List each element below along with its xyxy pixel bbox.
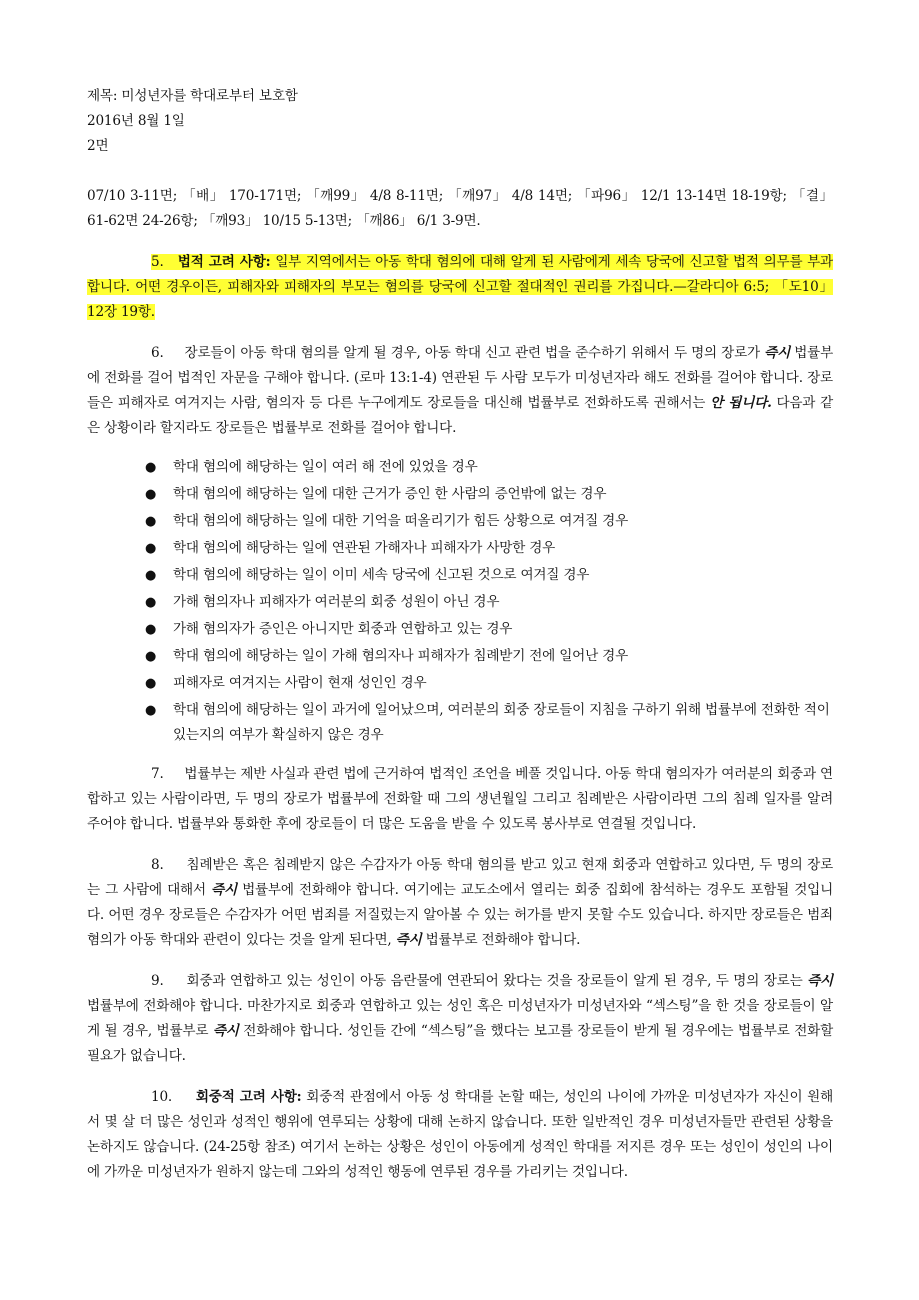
reference-list: 07/10 3-11면; 「배」 170-171면; 「깨99」 4/8 8-11면; 「깨97」 4/8 14면; 「파96」 12/1 13-14면 18-19항; 「결」 61-62면 24-26항; 「깨93」 10/15 5-13면; 「깨86」 6/1 3-9면. [87, 188, 833, 229]
list-item: ● 학대 혐의에 해당하는 일에 연관된 가해자나 피해자가 사망한 경우 [87, 536, 833, 561]
spacer [87, 1069, 833, 1085]
paragraph-text: 법률부로 전화해야 합니다. [421, 932, 581, 948]
paragraph-10 [87, 1085, 833, 1185]
paragraph-text: 법률부에 전화를 걸어 법적인 자문을 구해야 합니다. (로마 13:1-4) 연관된 두 사람 모두가 미성년자라 해도 전화를 걸어야 합니다. 장로들은 피해자로 여겨지는 사람, 혐의자 등 다른 누구에게도 장로들을 대신해 법률부로 전화하도록 권해서는 [87, 345, 833, 411]
paragraph-8 [87, 853, 833, 953]
paragraph-number: 6. [151, 345, 164, 361]
list-item: ● 피해자로 여겨지는 사람이 현재 성인인 경우 [87, 671, 833, 696]
paragraph-5 [87, 250, 833, 325]
subject-line: 제목: 미성년자를 학대로부터 보호함 [87, 88, 298, 104]
section-heading: 회중적 고려 사항: [195, 1089, 302, 1105]
paragraph-number: 9. [151, 973, 164, 989]
document-header [87, 84, 833, 159]
bullet-icon: ● [145, 514, 157, 529]
bullet-icon: ● [145, 622, 157, 637]
spacer [87, 325, 833, 341]
list-item: ● 학대 혐의에 해당하는 일이 과거에 일어났으며, 여러분의 회중 장로들이 지침을 구하기 위해 법률부에 전화한 적이 있는지의 여부가 확실하지 않은 경우 [87, 698, 833, 748]
paragraph-text: 회중과 연합하고 있는 성인이 아동 음란물에 연관되어 왔다는 것을 장로들이 알게 된 경우, 두 명의 장로는 [186, 973, 808, 989]
paragraph-text: 다음과 같은 상황이라 할지라도 장로들은 법률부로 전화를 걸어야 합니다. [87, 395, 834, 436]
spacer [87, 953, 833, 969]
bullet-icon: ● [145, 703, 157, 718]
paragraph-6 [87, 341, 833, 441]
emphasis-text: 즉시 [211, 882, 237, 898]
list-item: ● 가해 혐의자가 증인은 아니지만 회중과 연합하고 있는 경우 [87, 617, 833, 642]
emphasis-text: 즉시 [212, 1023, 239, 1039]
emphasis-text: 즉시 [395, 932, 422, 948]
list-item: ● 학대 혐의에 해당하는 일에 대한 기억을 떠올리기가 힘든 상황으로 여겨질 경우 [87, 509, 833, 534]
bullet-icon: ● [145, 649, 157, 664]
paragraph-text: 일부 지역에서는 아동 학대 혐의에 대해 알게 된 사람에게 세속 당국에 신고할 법적 의무를 부과합니다. 어떤 경우이든, 피해자와 피해자의 부모는 혐의를 당국에 신고할 절대적인 권리를 가집니다.—갈라디아 6:5; 「도10」 12장 19항. [87, 254, 833, 320]
list-item: ● 학대 혐의에 해당하는 일이 가해 혐의자나 피해자가 침례받기 전에 일어난 경우 [87, 644, 833, 669]
bullet-icon: ● [145, 595, 157, 610]
emphasis-text: 즉시 [764, 345, 791, 361]
paragraph-text: 전화해야 합니다. 성인들 간에 “섹스팅”을 했다는 보고를 장로들이 받게 될 경우에는 법률부로 전화할 필요가 없습니다. [87, 1023, 833, 1064]
spacer [87, 837, 833, 853]
bullet-icon: ● [145, 460, 157, 475]
page-number: 2면 [87, 138, 109, 154]
paragraph-number: 7. [151, 766, 164, 782]
document-page [87, 84, 833, 1185]
bullet-list [87, 455, 833, 748]
list-item: ● 가해 혐의자나 피해자가 여러분의 회중 성원이 아닌 경우 [87, 590, 833, 615]
spacer [87, 234, 833, 250]
list-item: ● 학대 혐의에 해당하는 일이 이미 세속 당국에 신고된 것으로 여겨질 경우 [87, 563, 833, 588]
emphasis-text: 안 됩니다. [710, 395, 772, 411]
bullet-icon: ● [145, 487, 157, 502]
paragraph-text: 법률부에 전화해야 합니다. 마찬가지로 회중과 연합하고 있는 성인 혹은 미성년자가 미성년자와 “섹스팅”을 한 것을 장로들이 알게 될 경우, 법률부로 [87, 998, 833, 1039]
paragraph-number: 8. [151, 857, 164, 873]
paragraph-text: 법률부에 전화해야 합니다. 여기에는 교도소에서 열리는 회중 집회에 참석하는 경우도 포함될 것입니다. 어떤 경우 장로들은 수감자가 어떤 범죄를 저질렀는지 알아볼 수 있는 허가를 받지 못할 수도 있습니다. 하지만 장로들은 범죄 혐의가 아동 학대와 관련이 있다는 것을 알게 된다면, [87, 882, 834, 948]
paragraph-text: 회중적 관점에서 아동 성 학대를 논할 때는, 성인의 나이에 가까운 미성년자가 자신이 원해서 몇 살 더 많은 성인과 성적인 행위에 연루되는 상황에 대해 논하지 않습니다. 또한 일반적인 경우 미성년자들만 관련된 상황을 논하지도 않습니다. (24-25항 참조) 여기서 논하는 상황은 성인이 아동에게 성적인 학대를 저지른 경우 또는 성인이 성인의 나이에 가까운 미성년자가 원하지 않는데 그와의 성적인 행동에 연루된 경우를 가리키는 것입니다. [87, 1089, 834, 1180]
paragraph-9 [87, 969, 833, 1069]
paragraph-text: 침례받은 혹은 침례받지 않은 수감자가 아동 학대 혐의를 받고 있고 현재 회중과 연합하고 있다면, 두 명의 장로는 그 사람에 대해서 [87, 857, 833, 898]
paragraph-number: 5. [151, 254, 164, 270]
section-heading: 법적 고려 사항: [177, 254, 271, 270]
highlight [87, 254, 833, 320]
bullet-icon: ● [145, 676, 157, 691]
paragraph-number: 10. [151, 1089, 173, 1105]
paragraph-text: 법률부는 제반 사실과 관련 법에 근거하여 법적인 조언을 베풀 것입니다. 아동 학대 혐의자가 여러분의 회중과 연합하고 있는 사람이라면, 두 명의 장로가 법률부에 전화할 때 그의 생년월일 그리고 침례받은 사람이라면 그의 침례 일자를 알려 주어야 합니다. 법률부와 통화한 후에 장로들이 더 많은 도움을 받을 수 있도록 봉사부로 연결될 것입니다. [87, 766, 833, 832]
paragraph-text: 장로들이 아동 학대 혐의를 알게 될 경우, 아동 학대 신고 관련 법을 준수하기 위해서 두 명의 장로가 [184, 345, 765, 361]
paragraph-7 [87, 762, 833, 837]
date-line: 2016년 8월 1일 [87, 113, 185, 129]
bullet-icon: ● [145, 541, 157, 556]
bullet-icon: ● [145, 568, 157, 583]
list-item: ● 학대 혐의에 해당하는 일에 대한 근거가 증인 한 사람의 증언밖에 없는 경우 [87, 482, 833, 507]
emphasis-text: 즉시 [807, 973, 833, 989]
list-item: ● 학대 혐의에 해당하는 일이 여러 해 전에 있었을 경우 [87, 455, 833, 480]
